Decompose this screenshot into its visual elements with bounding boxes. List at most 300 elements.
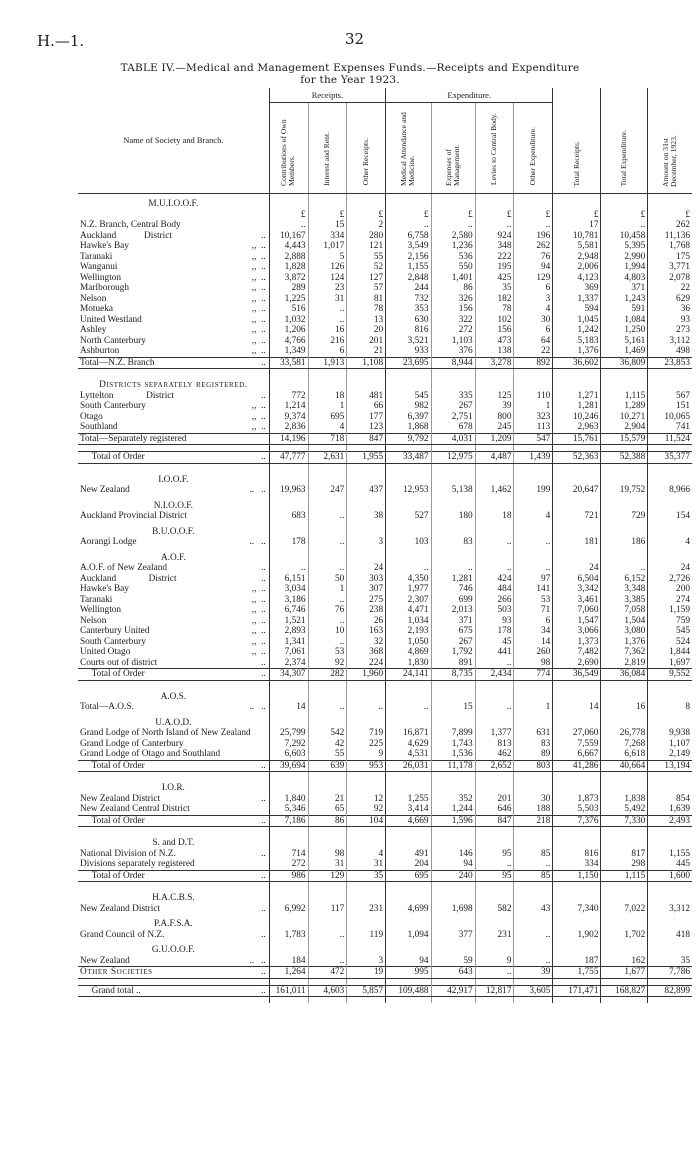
table-cell: 175 xyxy=(648,252,692,263)
row-leader: ,, .. xyxy=(251,422,266,432)
column-header: Expenses of Management. xyxy=(431,103,475,194)
table-cell: 97 xyxy=(514,574,553,585)
row-name: Taranaki xyxy=(80,251,113,262)
row-name: Canterbury United xyxy=(80,626,150,636)
table-cell: 41,286 xyxy=(553,760,601,772)
table-cell: 5,346 xyxy=(269,804,308,815)
row-name: Ashburton xyxy=(80,346,120,356)
table-cell: 178 xyxy=(269,537,308,548)
table-cell: 982 xyxy=(386,401,431,412)
row-label xyxy=(78,231,269,242)
row-name: Grand Lodge of North Island of New Zealand xyxy=(80,728,251,738)
table-cell: .. xyxy=(431,220,475,231)
table-cell: 933 xyxy=(386,346,431,357)
row-leader: ,, .. xyxy=(251,335,266,346)
table-cell: 273 xyxy=(648,325,692,336)
table-cell: 516 xyxy=(269,304,308,315)
row-label xyxy=(78,563,269,574)
table-cell: 334 xyxy=(553,859,601,870)
table-cell: £ xyxy=(648,210,692,221)
table-row xyxy=(78,252,692,263)
table-cell: 65 xyxy=(308,804,347,815)
table-cell: .. xyxy=(475,658,514,669)
table-cell: 5,138 xyxy=(431,485,475,496)
table-cell: .. xyxy=(431,563,475,574)
section-heading: I.O.O.F. xyxy=(158,474,189,485)
table-cell: 1,401 xyxy=(431,273,475,284)
row-leader: ,, .. xyxy=(251,272,266,283)
table-cell: 6,992 xyxy=(269,904,308,915)
table-cell: 24 xyxy=(347,563,386,574)
table-cell: 2,149 xyxy=(648,749,692,760)
table-cell: 772 xyxy=(269,391,308,402)
table-cell: 1 xyxy=(308,401,347,412)
table-cell: .. xyxy=(475,220,514,231)
section-heading: U.A.O.D. xyxy=(155,717,192,728)
table-cell: 9,938 xyxy=(648,728,692,739)
table-cell: 50 xyxy=(308,574,347,585)
table-cell: 1,838 xyxy=(601,794,648,805)
table-cell: 2,904 xyxy=(601,422,648,433)
table-cell: 1,159 xyxy=(648,605,692,616)
column-header: Medical Attendance and Medicine. xyxy=(386,103,431,194)
section-heading-row xyxy=(78,833,692,849)
table-cell: 5 xyxy=(308,252,347,263)
section-heading: M.U.I.O.O.F. xyxy=(148,199,199,209)
table-cell: 186 xyxy=(601,537,648,548)
table-cell: 224 xyxy=(347,658,386,669)
table-cell: 34,307 xyxy=(269,669,308,681)
table-cell: 280 xyxy=(347,231,386,242)
table-cell: 21 xyxy=(347,346,386,357)
table-row xyxy=(78,956,692,967)
table-cell: 11,524 xyxy=(648,433,692,445)
table-cell: 6 xyxy=(308,346,347,357)
table-cell: 127 xyxy=(347,273,386,284)
table-cell: 5,161 xyxy=(601,336,648,347)
row-leader: ,, .. xyxy=(251,584,266,594)
row-leader: .. xyxy=(261,848,266,859)
row-name: Nelson xyxy=(80,293,107,304)
table-cell: 35 xyxy=(648,956,692,967)
table-cell: 104 xyxy=(347,815,386,827)
table-cell: 1,206 xyxy=(269,325,308,336)
table-cell: .. xyxy=(475,537,514,548)
table-row xyxy=(78,325,692,336)
column-header: Interest and Rent. xyxy=(308,103,347,194)
table-cell: .. xyxy=(308,930,347,941)
table-cell: 4,471 xyxy=(386,605,431,616)
table-cell: 2,963 xyxy=(553,422,601,433)
table-cell: 2,990 xyxy=(601,252,648,263)
table-cell: 125 xyxy=(475,391,514,402)
table-cell: 39 xyxy=(514,967,553,979)
table-cell: 2,493 xyxy=(648,815,692,827)
total-row xyxy=(78,967,692,979)
table-cell: 2,013 xyxy=(431,605,475,616)
table-cell: 55 xyxy=(347,252,386,263)
row-leader: ,, .. xyxy=(251,594,266,605)
table-cell: 85 xyxy=(514,870,553,882)
table-cell: 376 xyxy=(431,346,475,357)
table-cell: 98 xyxy=(308,849,347,860)
table-cell: 5,183 xyxy=(553,336,601,347)
table-title-line1: TABLE IV.—Medical and Management Expenses Funds.—Receipts and Expenditure xyxy=(120,62,580,74)
table-cell: 141 xyxy=(514,584,553,595)
table-cell: 162 xyxy=(601,956,648,967)
row-leader: .. xyxy=(261,357,266,368)
row-label xyxy=(78,511,269,522)
table-cell: 103 xyxy=(386,537,431,548)
row-leader: .. .. xyxy=(249,537,266,547)
column-header: Contributions of Own Members. xyxy=(269,103,308,194)
row-name: Hawke's Bay xyxy=(80,584,129,594)
table-cell: 7,899 xyxy=(431,728,475,739)
table-cell: 267 xyxy=(431,401,475,412)
table-cell: .. xyxy=(308,616,347,627)
table-cell: 1,955 xyxy=(347,452,386,464)
row-name: National Division of N.Z. xyxy=(80,848,176,859)
table-cell: 11,136 xyxy=(648,231,692,242)
row-leader: ,, .. xyxy=(251,283,266,293)
row-leader: .. xyxy=(261,452,266,462)
table-cell: 82,899 xyxy=(648,985,692,997)
row-label xyxy=(78,315,269,326)
table-cell: 12,975 xyxy=(431,452,475,464)
table-cell: 1,596 xyxy=(431,815,475,827)
table-cell: 94 xyxy=(386,956,431,967)
table-cell: 275 xyxy=(347,595,386,606)
table-cell: 123 xyxy=(347,422,386,433)
table-cell: 21 xyxy=(308,794,347,805)
table-cell: .. xyxy=(475,702,514,713)
table-cell: 675 xyxy=(431,626,475,637)
table-row xyxy=(78,647,692,658)
table-cell: 1,439 xyxy=(514,452,553,464)
row-name: Marlborough xyxy=(80,283,130,293)
row-name: Southland xyxy=(80,422,118,432)
section-heading: P.A.F.S.A. xyxy=(153,919,193,929)
table-cell: 45 xyxy=(475,637,514,648)
row-label xyxy=(78,626,269,637)
table-cell: 3,872 xyxy=(269,273,308,284)
table-row xyxy=(78,412,692,423)
table-cell: 24 xyxy=(648,563,692,574)
table-cell: 759 xyxy=(648,616,692,627)
table-cell: 14 xyxy=(553,702,601,713)
section-heading: A.O.S. xyxy=(160,691,187,702)
table-cell: .. xyxy=(386,702,431,713)
table-cell: 184 xyxy=(269,956,308,967)
table-title xyxy=(0,62,700,86)
row-leader: .. .. xyxy=(249,485,266,495)
table-cell: 86 xyxy=(308,815,347,827)
table-cell: 16,871 xyxy=(386,728,431,739)
row-leader: .. xyxy=(261,985,266,996)
table-cell: .. xyxy=(514,859,553,870)
table-cell: 151 xyxy=(648,401,692,412)
table-cell: 121 xyxy=(347,241,386,252)
table-cell: 13,194 xyxy=(648,760,692,772)
row-leader: ,, .. xyxy=(251,241,266,251)
table-cell: .. xyxy=(475,967,514,979)
table-cell: 699 xyxy=(431,595,475,606)
table-cell: 1 xyxy=(514,702,553,713)
table-cell: 718 xyxy=(308,433,347,445)
table-cell: 348 xyxy=(475,241,514,252)
row-leader: .. .. xyxy=(249,702,266,712)
row-label xyxy=(78,728,269,739)
row-name: Total of Order xyxy=(80,760,145,771)
table-cell: 7,786 xyxy=(648,967,692,979)
table-cell: 1,536 xyxy=(431,749,475,760)
row-label xyxy=(78,859,269,870)
table-cell: 854 xyxy=(648,794,692,805)
table-cell: .. xyxy=(601,220,648,231)
table-cell: 2,006 xyxy=(553,262,601,273)
table-cell: 369 xyxy=(553,283,601,294)
table-cell: 816 xyxy=(553,849,601,860)
row-label xyxy=(78,210,269,221)
table-cell: 32 xyxy=(347,637,386,648)
table-cell: 741 xyxy=(648,422,692,433)
table-cell: 2,307 xyxy=(386,595,431,606)
table-cell: 94 xyxy=(514,262,553,273)
table-cell: 10,167 xyxy=(269,231,308,242)
table-cell: 3,771 xyxy=(648,262,692,273)
table-cell: 4 xyxy=(648,537,692,548)
table-cell: 7,058 xyxy=(601,605,648,616)
row-leader: .. xyxy=(261,903,266,914)
table-cell: 7,060 xyxy=(553,605,601,616)
table-cell: 17 xyxy=(553,220,601,231)
table-cell: 22 xyxy=(514,346,553,357)
table-row xyxy=(78,294,692,305)
table-cell: 34 xyxy=(514,626,553,637)
table-cell: 15 xyxy=(431,702,475,713)
row-name: Auckland District xyxy=(80,230,172,241)
table-cell: 3,312 xyxy=(648,904,692,915)
table-cell: 27,060 xyxy=(553,728,601,739)
row-name: Wellington xyxy=(80,605,122,615)
table-cell: 22 xyxy=(648,283,692,294)
table-cell: 1,377 xyxy=(475,728,514,739)
table-cell: 8 xyxy=(648,702,692,713)
table-cell: 322 xyxy=(431,315,475,326)
row-name: New Zealand xyxy=(80,485,130,495)
table-cell: .. xyxy=(514,537,553,548)
table-cell: 547 xyxy=(514,433,553,445)
row-label xyxy=(78,422,269,433)
table-cell: 646 xyxy=(475,804,514,815)
table-cell: 1 xyxy=(514,401,553,412)
column-header: Total Receipts. xyxy=(553,88,601,194)
table-cell: 225 xyxy=(347,739,386,750)
table-cell: 9,374 xyxy=(269,412,308,423)
table-cell: 1,349 xyxy=(269,346,308,357)
table-cell: 3,348 xyxy=(601,584,648,595)
table-cell: 643 xyxy=(431,967,475,979)
table-row xyxy=(78,485,692,496)
table-row xyxy=(78,537,692,548)
row-label xyxy=(78,794,269,805)
table-cell: 1,677 xyxy=(601,967,648,979)
table-cell: 498 xyxy=(648,346,692,357)
table-cell: .. xyxy=(308,304,347,315)
row-name: Total of Order xyxy=(80,870,145,881)
table-cell: .. xyxy=(347,702,386,713)
table-cell: 244 xyxy=(386,283,431,294)
table-cell: 3 xyxy=(347,537,386,548)
table-cell: 78 xyxy=(347,304,386,315)
row-leader: .. .. xyxy=(249,955,266,966)
row-leader: .. xyxy=(261,760,266,771)
table-cell: 19,752 xyxy=(601,485,648,496)
table-cell: 1,225 xyxy=(269,294,308,305)
table-cell: 24 xyxy=(553,563,601,574)
table-cell: 953 xyxy=(347,760,386,772)
row-name: Aorangi Lodge xyxy=(80,537,137,547)
column-header: Amount on 31st December, 1923. xyxy=(648,88,692,194)
table-cell: 36,602 xyxy=(553,357,601,369)
row-name: Total of Order xyxy=(80,815,145,826)
table-cell: 53 xyxy=(308,647,347,658)
row-leader: ,, .. xyxy=(251,636,266,647)
table-cell: 1,743 xyxy=(431,739,475,750)
table-cell: 892 xyxy=(514,357,553,369)
row-label xyxy=(78,304,269,315)
table-cell: 352 xyxy=(431,794,475,805)
table-cell: £ xyxy=(475,210,514,221)
row-name: Auckland Provincial District xyxy=(80,511,187,521)
table-cell: 5,857 xyxy=(347,985,386,997)
table-cell: 2,434 xyxy=(475,669,514,681)
table-cell: 3,342 xyxy=(553,584,601,595)
table-cell: 527 xyxy=(386,511,431,522)
table-cell: 93 xyxy=(648,315,692,326)
table-cell: 472 xyxy=(308,967,347,979)
table-cell: 298 xyxy=(601,859,648,870)
table-cell: £ xyxy=(431,210,475,221)
row-label xyxy=(78,412,269,423)
row-name: Total of Order xyxy=(80,669,145,679)
table-cell: 3,112 xyxy=(648,336,692,347)
table-cell: 2,948 xyxy=(553,252,601,263)
table-cell: 1,913 xyxy=(308,357,347,369)
table-cell: 418 xyxy=(648,930,692,941)
table-row xyxy=(78,262,692,273)
table-cell: 630 xyxy=(386,315,431,326)
table-cell: 7,022 xyxy=(601,904,648,915)
table-cell: 353 xyxy=(386,304,431,315)
table-cell: 2,193 xyxy=(386,626,431,637)
table-cell: 473 xyxy=(475,336,514,347)
table-cell: 9 xyxy=(347,749,386,760)
table-cell: 6,603 xyxy=(269,749,308,760)
table-cell: 16 xyxy=(308,325,347,336)
table-cell: 2,888 xyxy=(269,252,308,263)
table-cell: 323 xyxy=(514,412,553,423)
row-label xyxy=(78,294,269,305)
table-cell: 66 xyxy=(347,401,386,412)
table-row xyxy=(78,794,692,805)
table-cell: 729 xyxy=(601,511,648,522)
table-cell: 1,281 xyxy=(553,401,601,412)
document-code: H.—1. xyxy=(37,32,85,50)
table-cell: 9,552 xyxy=(648,669,692,681)
table-cell: 12,953 xyxy=(386,485,431,496)
total-row xyxy=(78,357,692,369)
table-row xyxy=(78,930,692,941)
table-cell: 2,751 xyxy=(431,412,475,423)
row-label xyxy=(78,346,269,357)
table-cell: .. xyxy=(386,563,431,574)
table-cell: 1,783 xyxy=(269,930,308,941)
column-header: Total Expenditure. xyxy=(601,88,648,194)
table-cell: 3,521 xyxy=(386,336,431,347)
table-cell: 10,271 xyxy=(601,412,648,423)
table-cell: 201 xyxy=(475,794,514,805)
table-cell: 2 xyxy=(347,220,386,231)
table-cell: 16 xyxy=(601,702,648,713)
row-label xyxy=(78,849,269,860)
total-row xyxy=(78,815,692,827)
table-cell: 168,827 xyxy=(601,985,648,997)
table-cell: 10,246 xyxy=(553,412,601,423)
row-name: Wanganui xyxy=(80,262,118,272)
row-name: New Zealand District xyxy=(80,903,161,914)
table-cell: 30 xyxy=(514,315,553,326)
table-cell: 1,828 xyxy=(269,262,308,273)
row-leader: .. xyxy=(261,657,266,668)
section-heading: A.O.F. xyxy=(160,552,186,563)
table-cell: 4,350 xyxy=(386,574,431,585)
table-cell: .. xyxy=(386,220,431,231)
table-cell: 117 xyxy=(308,904,347,915)
table-body xyxy=(78,194,692,1004)
table-cell: 371 xyxy=(601,283,648,294)
table-cell: 1,768 xyxy=(648,241,692,252)
table-title-line2: for the Year 1923. xyxy=(300,74,400,86)
table-cell: 995 xyxy=(386,967,431,979)
table-cell: 503 xyxy=(475,605,514,616)
row-name: Total—N.Z. Branch xyxy=(80,357,155,368)
table-cell: 245 xyxy=(475,422,514,433)
table-cell: .. xyxy=(308,537,347,548)
table-cell: 2,078 xyxy=(648,273,692,284)
table-cell: 6,758 xyxy=(386,231,431,242)
table-cell: 1,108 xyxy=(347,357,386,369)
row-leader: ,, .. xyxy=(251,647,266,657)
table-cell: 462 xyxy=(475,749,514,760)
table-row xyxy=(78,616,692,627)
total-row xyxy=(78,985,692,997)
table-cell: 7,330 xyxy=(601,815,648,827)
row-leader: ,, .. xyxy=(251,293,266,304)
row-label xyxy=(78,804,269,815)
table-cell: 23,695 xyxy=(386,357,431,369)
table-cell: .. xyxy=(308,637,347,648)
total-row xyxy=(78,452,692,464)
table-cell: 195 xyxy=(475,262,514,273)
table-cell: 774 xyxy=(514,669,553,681)
table-cell: 3,278 xyxy=(475,357,514,369)
table-cell: 19,963 xyxy=(269,485,308,496)
table-row xyxy=(78,563,692,574)
table-cell: 7,292 xyxy=(269,739,308,750)
table-cell: 92 xyxy=(308,658,347,669)
table-cell: .. xyxy=(601,563,648,574)
